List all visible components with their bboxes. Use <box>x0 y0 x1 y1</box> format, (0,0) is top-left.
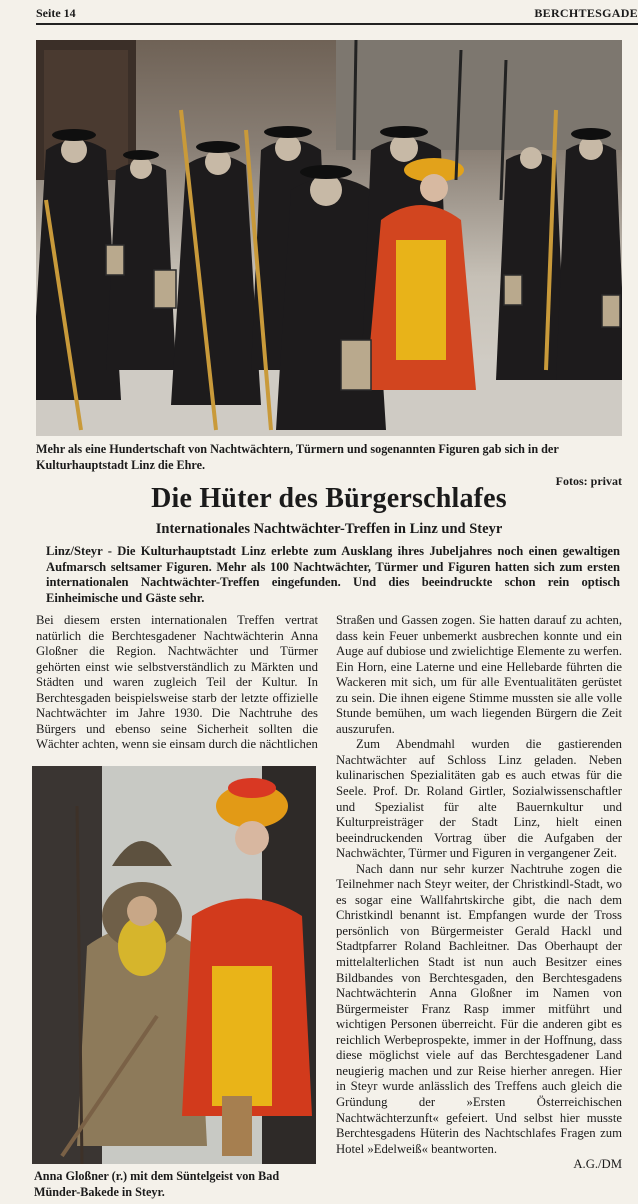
paragraph: Bei diesem ersten internationalen Treffen vertrat natürlich die Berchtesgadener Nachtwächterin Anna Gloßner die Region. Nachtwächter und Türmer gehörten einst wie selbstverständlich zu Märkten und Städten und waren zugleich Teil der Kultur. In Berchtesgaden beispielsweise starb der letzte offizielle Nachtwächter im Jahre 1930. Die Nachtruhe des Bürgers und ebenso seine Sicherheit sollten die Wächter achten, wenn sie einsam durch die nächtlichen <box>36 613 318 752</box>
photo-caption <box>36 441 622 488</box>
group-photo <box>36 40 622 436</box>
portrait-photo <box>32 766 316 1164</box>
article-column-right <box>336 613 622 1173</box>
page-number: Seite 14 <box>36 6 76 20</box>
paragraph: Straßen und Gassen zogen. Sie hatten darauf zu achten, dass kein Feuer unbemerkt ausbrechen konnte und ein Auge auf dubiose und zwielichtige Elemente zu werfen. Ein Horn, eine Laterne und eine Hellebarde führten die Wackeren mit sich, um für alle Eventualitäten gerüstet zu sein. Die ihnen eigene Stimme mussten sie alle volle Stunde bemühen, um wach liegenden Bürgern die Zeit auszurufen. <box>336 613 622 736</box>
photo-credit: Fotos: privat <box>555 474 622 488</box>
photo-caption-text: Mehr als eine Hundertschaft von Nachtwächtern, Türmern und sogenannten Figuren gab sich in der Kulturhauptstadt Linz die Ehre. <box>36 442 559 472</box>
section-title: BERCHTESGADE <box>534 6 638 20</box>
portrait-photo-illustration <box>32 766 316 1164</box>
article-column-left <box>36 613 318 753</box>
author-signature: A.G./DM <box>573 1157 622 1172</box>
page-header <box>0 0 638 24</box>
article-lead: Linz/Steyr - Die Kulturhauptstadt Linz erlebte zum Ausklang ihres Jubeljahres noch einen gewaltigen Aufmarsch seltsamer Figuren. Mehr als 100 Nachtwächter, Türmer und Figuren hatten sich zum ersten internationalen Nachtwächter-Treffen eingefunden. Und dies beeindruckte schon rein optisch Einheimische und Gäste sehr. <box>46 544 620 605</box>
paragraph: Nach dann nur sehr kurzer Nachtruhe zogen die Teilnehmer nach Steyr weiter, der Christkindl-Stadt, wo es sogar eine Wallfahrtskirche gibt, die nach dem Christkindl benannt ist. Empfangen wurde der Tross persönlich von Bürgermeister Gerald Hackl und Stadtpfarrer Roland Bachleitner. Das Oberhaupt der mittelalterlichen Stadt ist nun auch Besitzer eines Bildbandes von Berchtesgaden, den Berchtesgadens Nachtwächterin Anna Gloßner im Namen von Bürgermeister Franz Rasp immer mitführt und wichtigen Personen überreicht. Für die anderen gibt es reichlich Werbeprospekte, immer in der Hoffnung, dass diese möglichst viele auf das Berchtesgadener Land neugierig machen und zur Reise hierher anregen. Hier in Steyr wurde anlässlich des Treffens auch gleich die Gründung der »Ersten Österreichischen Nachtwächterzunft« gefeiert. Und selbst hier musste Berchtesgadens Hüterin des Nachtschlafes Fragen zum Hotel »Edelweiß« beantworten. <box>336 861 622 1156</box>
article-subheadline: Internationales Nachtwächter-Treffen in Linz und Steyr <box>155 521 503 537</box>
group-photo-illustration <box>36 40 622 436</box>
paragraph: Zum Abendmahl wurden die gastierenden Nachtwächter auf Schloss Linz geladen. Neben kulinarischen Spezialitäten gab es auch etwas für die Seele. Prof. Dr. Roland Girtler, Sozialwissenschaftler und Spezialist für alte Bauernkultur und Kulturpreisträger der Stadt Linz, hielt einen beeindruckenden Vortrag über die Aufgaben der Nachwächter, Türmer und Figuren in vergangener Zeit. <box>336 737 622 861</box>
article-headline: Die Hüter des Bürgerschlafes <box>151 483 507 514</box>
portrait-caption: Anna Gloßner (r.) mit dem Süntelgeist von Bad Münder-Bakede in Steyr. <box>34 1169 280 1199</box>
header-rule <box>36 23 638 25</box>
